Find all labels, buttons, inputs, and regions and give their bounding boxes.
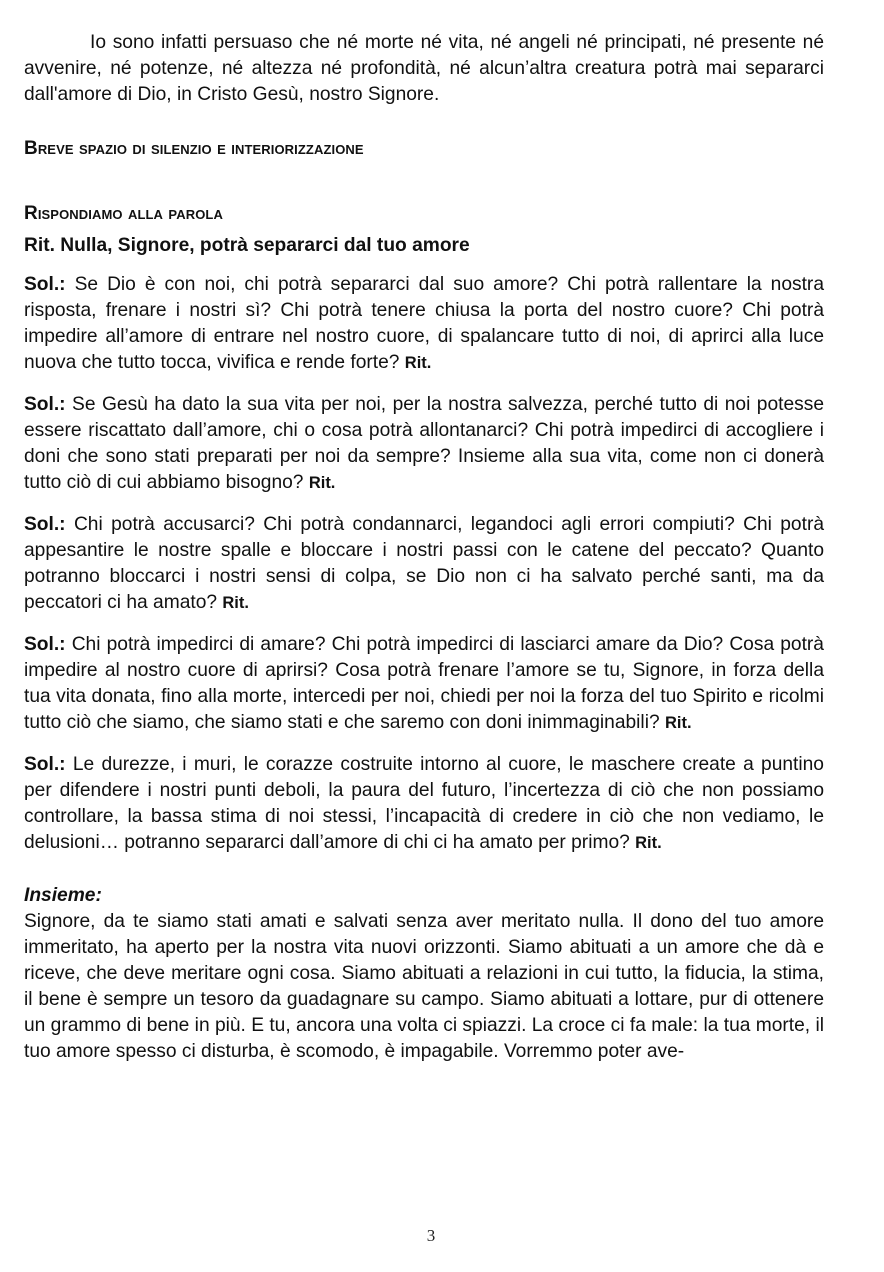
soloist-label: Sol.: bbox=[24, 754, 66, 775]
document-page bbox=[24, 30, 824, 1065]
refrain-marker: Rit. bbox=[308, 474, 336, 492]
soloist-label: Sol.: bbox=[24, 394, 66, 415]
refrain-marker: Rit. bbox=[635, 834, 662, 852]
stanza-5 bbox=[24, 752, 824, 856]
stanza-1 bbox=[24, 272, 824, 376]
stanza-text: Le durezze, i muri, le corazze costruite intorno al cuore, le maschere create a puntino per difendere i nostri punti deboli, la paura del futuro, l’incertezza di ciò che non possiamo controllare, la bassa stima di noi stessi, l’incapacità di credere in ciò che non vediamo, le delusioni… potranno separarci dall’amore di chi ci ha amato per primo? bbox=[24, 754, 824, 853]
stanza-3 bbox=[24, 512, 824, 616]
together-label: Insieme: bbox=[24, 885, 102, 906]
page-number: 3 bbox=[426, 1226, 436, 1245]
stanza-2 bbox=[24, 392, 824, 496]
heading-silence: Breve spazio di silenzio e interiorizzazione bbox=[24, 138, 364, 159]
stanza-text: Se Gesù ha dato la sua vita per noi, per la nostra salvezza, perché tutto di noi potesse essere riscattato dall’amore, chi o cosa potrà allontanarci? Chi potrà impedirci di accogliere i doni che sono stati preparati per noi da sempre? Insieme alla sua vita, come non ci donerà tutto ciò di cui abbiamo bisogno? bbox=[24, 394, 824, 493]
stanza-4 bbox=[24, 632, 824, 736]
soloist-label: Sol.: bbox=[24, 634, 66, 655]
stanza-text: Chi potrà impedirci di amare? Chi potrà impedirci di lasciarci amare da Dio? Cosa potrà impedire al nostro cuore di aprirsi? Cosa potrà frenare l’amore se tu, Signore, in forza della tua vita donata, fino alla morte, intercedi per noi, chiedi per noi la forza del tuo Spirito e ricolmi tutto ciò che siamo, che siamo stati e che saremo con doni inimmaginabili? bbox=[24, 634, 824, 733]
together-paragraph: Signore, da te siamo stati amati e salvati senza aver meritato nulla. Il dono del tuo amore immeritato, ha aperto per la nostra vita nuovi orizzonti. Siamo abituati a un amore che dà e riceve, che deve meritare ogni cosa. Siamo abituati a relazioni in cui tutto, la fiducia, la stima, il bene è sempre un tesoro da guadagnare su campo. Siamo abituati a lottare, pur di ottenere un grammo di bene in più. E tu, ancora una volta ci spiazzi. La croce ci fa male: la tua morte, il tuo amore spesso ci disturba, è scomodo, è impagabile. Vorremmo poter ave- bbox=[24, 911, 824, 1062]
refrain-marker: Rit. bbox=[404, 354, 432, 372]
refrain-marker: Rit. bbox=[664, 714, 692, 732]
stanza-text: Se Dio è con noi, chi potrà separarci dal suo amore? Chi potrà rallentare la nostra risposta, frenare i nostri sì? Chi potrà tenere chiusa la porta del nostro cuore? Chi potrà impedire all’amore di entrare nel nostro cuore, di spalancare tutto di noi, di aprirci alla luce nuova che tutto tocca, vivifica e rende forte? bbox=[24, 274, 824, 373]
refrain-title: Rit. Nulla, Signore, potrà separarci dal tuo amore bbox=[24, 235, 470, 256]
intro-paragraph: Io sono infatti persuaso che né morte né vita, né angeli né principati, né presente né avvenire, né potenze, né altezza né profondità, né alcun’altra creatura potrà mai separarci dall'amore di Dio, in Cristo Gesù, nostro Signore. bbox=[24, 32, 824, 105]
stanza-text: Chi potrà accusarci? Chi potrà condannarci, legandoci agli errori compiuti? Chi potrà appesantire le nostre spalle e bloccare i nostri passi con le catene del peccato? Quanto potranno bloccarci i nostri sensi di colpa, se Dio non ci ha salvato perché santi, ma da peccatori ci ha amato? bbox=[24, 514, 824, 613]
refrain-marker: Rit. bbox=[222, 594, 249, 612]
soloist-label: Sol.: bbox=[24, 274, 66, 295]
heading-response: Rispondiamo alla parola bbox=[24, 203, 223, 224]
soloist-label: Sol.: bbox=[24, 514, 66, 535]
